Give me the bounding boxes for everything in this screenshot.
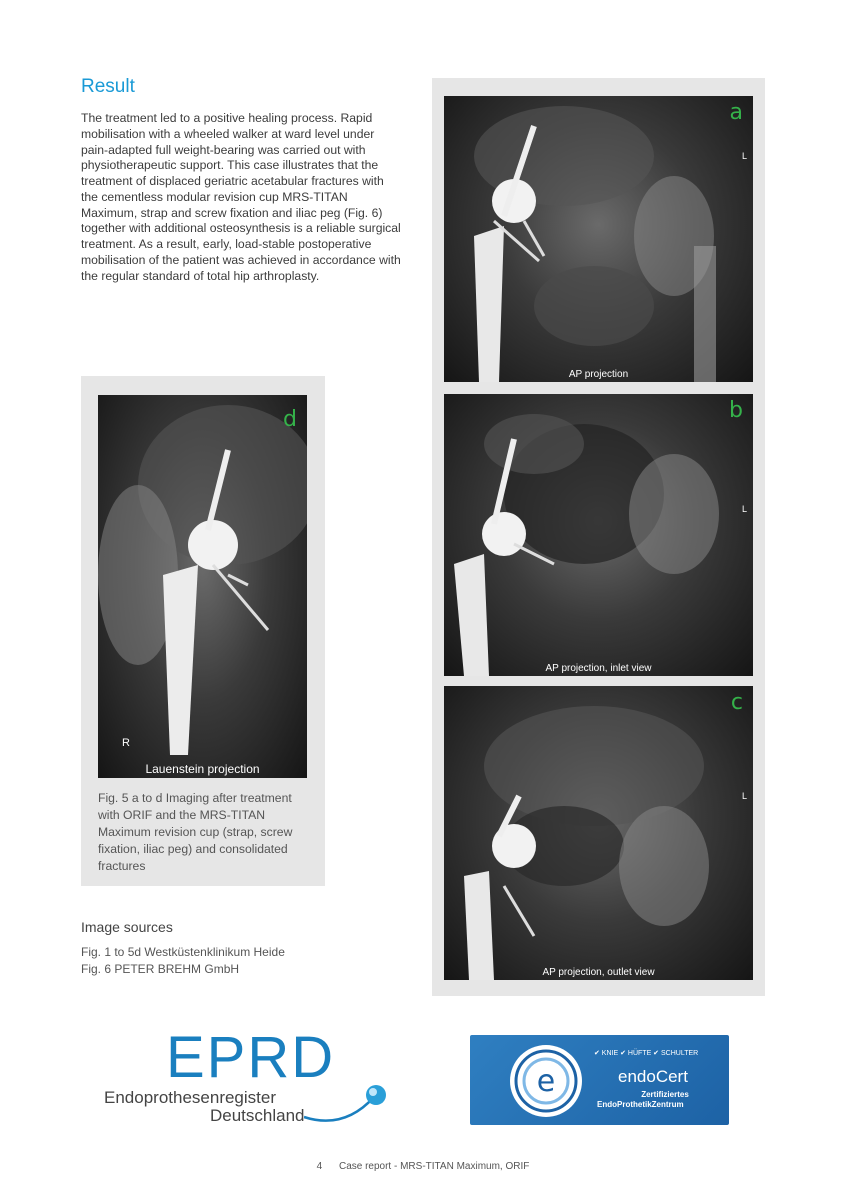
eprd-logo bbox=[104, 1025, 404, 1130]
figure-caption: Fig. 5 a to d Imaging after treatment with ORIF and the MRS-TITAN Maximum revision cup (strap, screw fixation, iliac peg) and consolidated fractures bbox=[98, 791, 293, 873]
eprd-logo-word: EPRD bbox=[166, 1025, 336, 1090]
xray-letter-b: b bbox=[729, 398, 743, 423]
endocert-e-icon bbox=[506, 1041, 586, 1121]
endocert-sub2: EndoProthetikZentrum bbox=[597, 1100, 684, 1109]
xray-image-d bbox=[98, 395, 307, 778]
eprd-swoosh-icon bbox=[304, 1075, 394, 1125]
footer bbox=[0, 1161, 846, 1172]
result-paragraph bbox=[81, 111, 403, 284]
endocert-sub1: Zertifiziertes bbox=[641, 1090, 689, 1099]
xray-letter-d: d bbox=[283, 407, 297, 432]
endocert-logo bbox=[470, 1035, 729, 1125]
image-source-line: Fig. 1 to 5d Westküstenklinikum Heide bbox=[81, 945, 285, 959]
xray-caption-b: AP projection, inlet view bbox=[545, 663, 652, 674]
endocert-name: endoCert bbox=[618, 1067, 688, 1086]
eprd-logo-line2: Deutschland bbox=[210, 1106, 305, 1125]
side-marker-a: L bbox=[741, 151, 747, 161]
xray-letter-c: c bbox=[730, 690, 743, 715]
xray-image-c bbox=[444, 686, 753, 980]
xray-caption-c: AP projection, outlet view bbox=[542, 967, 655, 978]
side-marker-b: L bbox=[741, 504, 747, 514]
footer-text: Case report - MRS-TITAN Maximum, ORIF bbox=[338, 1161, 530, 1172]
eprd-logo-line1: Endoprothesenregister bbox=[104, 1088, 277, 1107]
page-number: 4 bbox=[316, 1161, 323, 1172]
result-heading: Result bbox=[81, 76, 135, 97]
side-marker-d: R bbox=[122, 737, 130, 749]
image-source-line: Fig. 6 PETER BREHM GmbH bbox=[81, 962, 240, 976]
xray-image-a bbox=[444, 96, 753, 382]
xray-caption-a: AP projection bbox=[568, 369, 629, 380]
image-sources-heading: Image sources bbox=[81, 919, 173, 935]
endocert-checks: ✔ KNIE ✔ HÜFTE ✔ SCHULTER bbox=[594, 1050, 699, 1057]
side-marker-c: L bbox=[741, 791, 747, 801]
xray-letter-a: a bbox=[729, 100, 743, 125]
xray-caption-d: Lauenstein projection bbox=[145, 762, 260, 776]
result-paragraph-text: The treatment led to a positive healing process. Rapid mobilisation with a wheeled walker at ward level under pain-adapted full weight-bearing was carried out with physiotherapeutic support. This case illustrates that the treatment of displaced geriatric acetabular fractures with the cementless modular revision cup MRS-TITAN Maximum, strap and screw fixation and iliac peg (Fig. 6) together with additional osteosynthesis is a reliable surgical treatment. As a result, early, load-stable postoperative mobilisation of the patient was achieved in accordance with the regular standard of total hip arthroplasty. bbox=[81, 111, 401, 283]
svg-text:e: e bbox=[536, 1064, 556, 1099]
xray-image-b bbox=[444, 394, 753, 676]
